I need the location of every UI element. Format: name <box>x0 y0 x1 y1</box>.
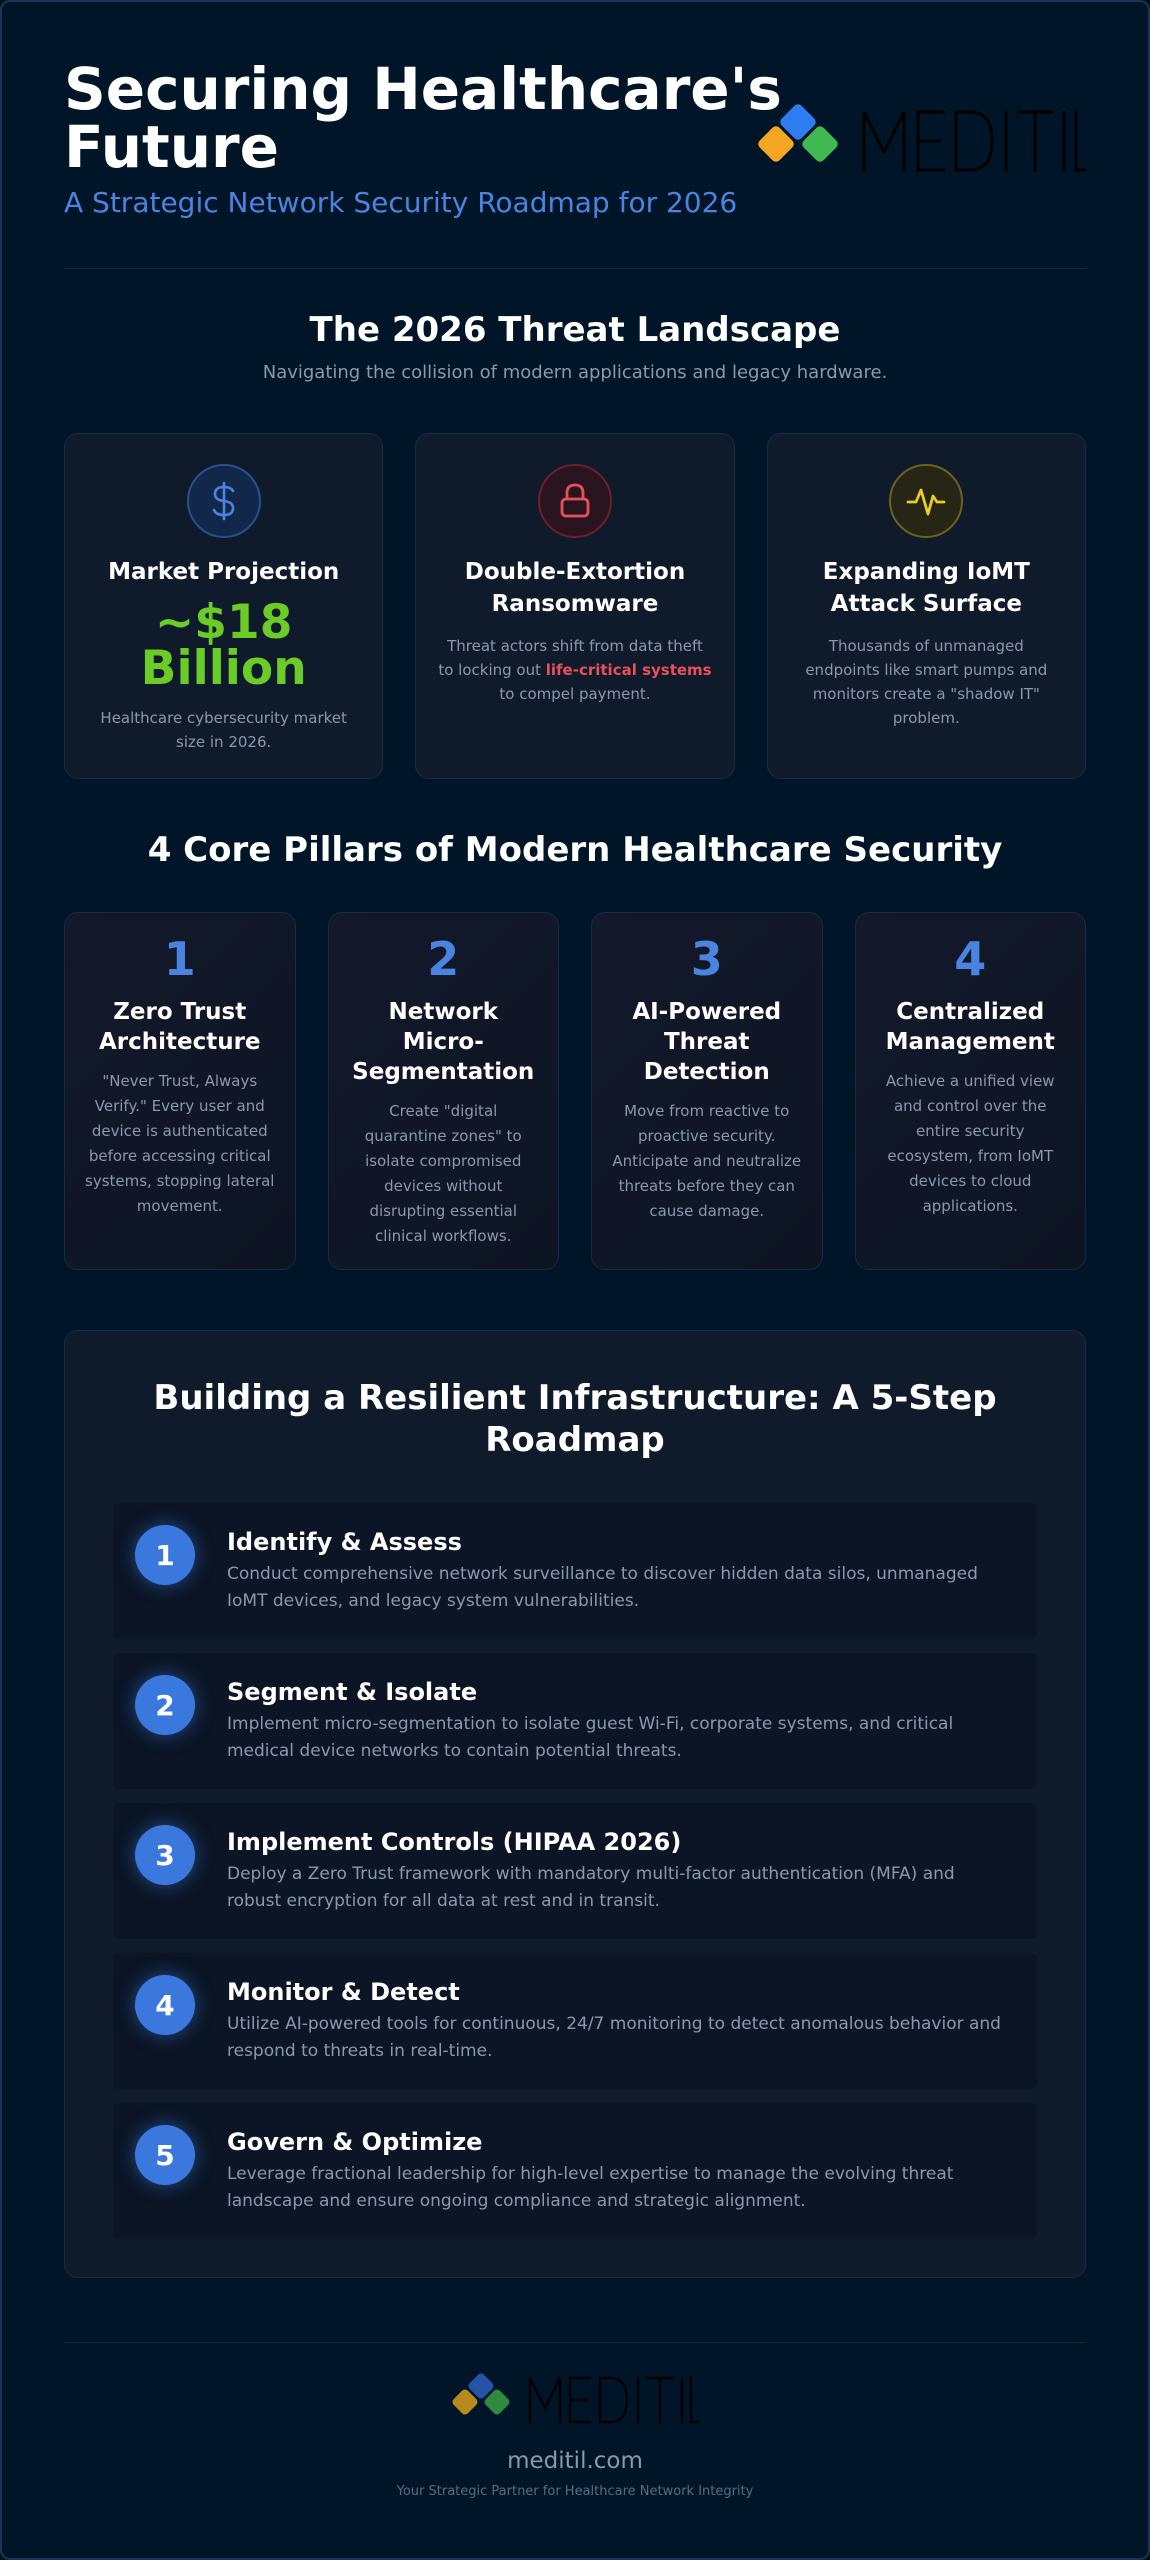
pillar-number: 2 <box>427 932 460 986</box>
card-text: Healthcare cybersecurity market size in 2026. <box>100 709 347 751</box>
highlight-text: life-critical systems <box>545 661 712 679</box>
header <box>2 2 1148 219</box>
pillar-number: 4 <box>954 932 987 986</box>
step-number: 1 <box>135 1525 195 1585</box>
step-number: 3 <box>135 1825 195 1885</box>
step-title: Segment & Isolate <box>227 1678 478 1706</box>
pillar-card <box>855 912 1087 1270</box>
page-title: Securing Healthcare's Future <box>64 55 782 181</box>
pillar-text: "Never Trust, Always Verify." Every user and device is authenticated before accessing critical systems, stopping lateral movement. <box>85 1072 275 1215</box>
footer <box>2 2372 1148 2499</box>
card-title: Double-Extortion Ransomware <box>464 559 686 617</box>
card-title: Market Projection <box>108 559 340 585</box>
step-text: Deploy a Zero Trust framework with mandatory multi-factor authentication (MFA) and robust encryption for all data at rest and in transit. <box>227 1864 955 1911</box>
meditil-logo <box>756 102 1086 182</box>
pillar-card <box>328 912 560 1270</box>
step-text: Utilize AI-powered tools for continuous, 24/7 monitoring to detect anomalous behavior and respond to threats in real-time. <box>227 2014 1001 2061</box>
step-title: Implement Controls (HIPAA 2026) <box>227 1828 682 1856</box>
roadmap-step <box>113 2103 1037 2239</box>
card-text: Thousands of unmanaged endpoints like smart pumps and monitors create a "shadow IT" problem. <box>805 637 1048 727</box>
card-text: Threat actors shift from data theft to locking out life-critical systems to compel payment. <box>438 637 712 703</box>
market-value: ~$18 Billion <box>140 595 307 696</box>
step-title: Identify & Assess <box>227 1528 462 1556</box>
pillars-section-title: 4 Core Pillars of Modern Healthcare Security <box>147 830 1003 870</box>
pillar-text: Achieve a unified view and control over the entire security ecosystem, from IoMT devices to cloud applications. <box>885 1072 1055 1215</box>
pillar-title: Network Micro-Segmentation <box>352 999 535 1085</box>
pulse-icon <box>889 464 963 538</box>
step-title: Govern & Optimize <box>227 2128 483 2156</box>
pillar-card <box>64 912 296 1270</box>
pillar-title: AI-Powered Threat Detection <box>632 999 782 1085</box>
footer-divider <box>64 2342 1086 2343</box>
threat-section-subtitle: Navigating the collision of modern applications and legacy hardware. <box>262 362 888 383</box>
roadmap-title: Building a Resilient Infrastructure: A 5-Step Roadmap <box>153 1378 997 1460</box>
pillar-card <box>591 912 823 1270</box>
dollar-icon <box>187 464 261 538</box>
pillar-number: 3 <box>690 932 723 986</box>
roadmap-step <box>113 1953 1037 2089</box>
meditil-logo <box>450 2372 700 2430</box>
page-subtitle: A Strategic Network Security Roadmap for 2026 <box>64 186 738 219</box>
step-title: Monitor & Detect <box>227 1978 460 2006</box>
step-number: 5 <box>135 2125 195 2185</box>
roadmap-section <box>64 1330 1086 2278</box>
pillar-number: 1 <box>163 932 196 986</box>
roadmap-step <box>113 1653 1037 1789</box>
footer-domain: meditil.com <box>507 2448 643 2474</box>
threat-section-title: The 2026 Threat Landscape <box>309 310 841 350</box>
roadmap-step <box>113 1803 1037 1939</box>
market-projection-card <box>64 433 383 779</box>
step-number: 4 <box>135 1975 195 2035</box>
header-divider <box>64 268 1086 269</box>
iomt-card <box>767 433 1086 779</box>
ransomware-card <box>415 433 734 779</box>
card-title: Expanding IoMT Attack Surface <box>822 559 1030 617</box>
pillar-title: Zero Trust Architecture <box>98 999 261 1055</box>
pillar-text: Create "digital quarantine zones" to isolate compromised devices without disrupting essential clinical workflows. <box>364 1102 522 1245</box>
pillar-text: Move from reactive to proactive security. Anticipate and neutralize threats before they can cause damage. <box>612 1102 802 1220</box>
step-text: Leverage fractional leadership for high-level expertise to manage the evolving threat landscape and ensure ongoing compliance and strategic alignment. <box>227 2164 954 2211</box>
step-text: Implement micro-segmentation to isolate guest Wi-Fi, corporate systems, and critical medical device networks to contain potential threats. <box>227 1714 954 1761</box>
pillars-section <box>2 830 1148 1270</box>
roadmap-step <box>113 1503 1037 1639</box>
footer-tagline: Your Strategic Partner for Healthcare Network Integrity <box>396 2484 754 2499</box>
step-number: 2 <box>135 1675 195 1735</box>
threat-landscape-section <box>2 310 1148 779</box>
lock-icon <box>538 464 612 538</box>
step-text: Conduct comprehensive network surveillance to discover hidden data silos, unmanaged IoMT devices, and legacy system vulnerabilities. <box>227 1564 978 1611</box>
pillar-title: Centralized Management <box>885 999 1055 1055</box>
